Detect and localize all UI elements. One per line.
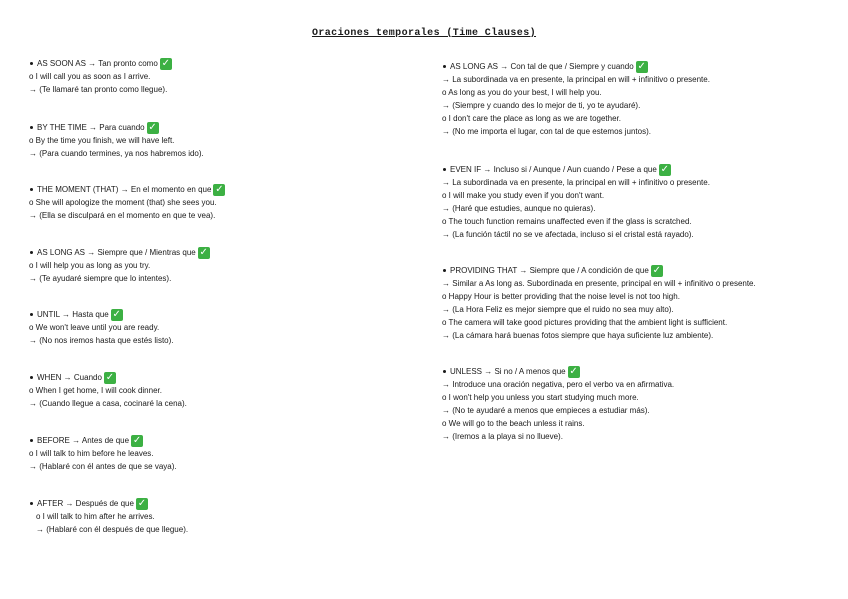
check-icon: ✓ [652,264,661,276]
entry-head: AS LONG AS → Con tal de que / Siempre y cuando [450,62,634,71]
bullet-icon [443,269,446,272]
entry-head: THE MOMENT (THAT) → En el momento en que [37,185,212,194]
bullet-icon [30,62,33,65]
entry-line: o We won't leave until you are ready. [29,323,160,332]
entry-line: → (Te llamaré tan pronto como llegue). [29,85,168,94]
entry-unless [442,365,674,443]
entry-line: o I won't help you unless you start studying much more. [442,393,639,402]
entry-head: PROVIDING THAT → Siempre que / A condición de que [450,266,649,275]
entry-line: → (La Hora Feliz es mejor siempre que el ruido no sea muy alto). [442,305,674,314]
check-icon: ✓ [105,371,115,383]
entry-head: UNTIL → Hasta que [37,310,109,319]
entry-even-if [442,163,710,241]
entry-head: BY THE TIME → Para cuando [37,123,145,132]
check-icon: ✓ [161,57,170,69]
entry-line: → (Iremos a la playa si no llueve). [442,432,563,441]
entry-line: → (No me importa el lugar, con tal de que estemos juntos). [442,127,651,136]
entry-the-moment [29,183,225,222]
entry-line: o I will help you as long as you try. [29,261,151,270]
bullet-icon [30,376,33,379]
entry-as-long-as-condition [442,60,710,138]
entry-line: o I will call you as soon as I arrive. [29,72,151,81]
page-title: Oraciones temporales (Time Clauses) [311,28,537,39]
entry-line: → (Siempre y cuando des lo mejor de ti, yo te ayudaré). [442,101,641,110]
bullet-icon [30,251,33,254]
entry-line: → (No nos iremos hasta que estés listo). [29,336,174,345]
entry-line: → (Cuando llegue a casa, cocinaré la cena). [29,399,187,408]
entry-line: → Introduce una oración negativa, pero el verbo va en afirmativa. [442,380,675,389]
check-icon: ✓ [637,60,646,72]
check-icon: ✓ [569,365,578,377]
entry-line: o I will make you study even if you don't want. [442,191,605,200]
entry-line: → (Hablaré con él antes de que se vaya). [29,462,177,471]
entry-head: AFTER → Después de que [37,499,134,508]
check-icon: ✓ [132,434,142,446]
bullet-icon [30,502,33,505]
entry-line: → (Para cuando termines, ya nos habremos ido). [29,149,204,158]
entry-line: o By the time you finish, we will have left. [29,136,175,145]
bullet-icon [443,370,446,373]
entry-head: AS LONG AS → Siempre que / Mientras que [37,248,196,257]
bullet-icon [30,313,33,316]
entry-line: o When I get home, I will cook dinner. [29,386,162,395]
entry-line: o She will apologize the moment (that) she sees you. [29,198,217,207]
bullet-icon [30,439,33,442]
entry-when [29,371,187,410]
entry-head: AS SOON AS → Tan pronto como [37,59,158,68]
check-icon: ✓ [148,121,157,133]
bullet-icon [443,65,446,68]
entry-line: o Happy Hour is better providing that the noise level is not too high. [442,292,680,301]
check-icon: ✓ [660,163,669,175]
entry-line: o I don't care the place as long as we are together. [442,114,621,123]
entry-until [29,308,174,347]
bullet-icon [30,188,33,191]
entry-providing-that [442,264,756,342]
entry-line: o The touch function remains unaffected even if the glass is scratched. [442,217,692,226]
entry-after [29,497,188,536]
entry-head: EVEN IF → Incluso si / Aunque / Aun cuando / Pese a que [450,165,657,174]
check-icon: ✓ [215,183,224,195]
entry-line: → (La cámara hará buenas fotos siempre que haya suficiente luz ambiente). [442,331,714,340]
entry-line: o The camera will take good pictures providing that the ambient light is sufficient. [442,318,728,327]
entry-line: → La subordinada va en presente, la principal en will + infinitivo o presente. [442,178,710,187]
entry-by-the-time [29,121,204,160]
entry-line: → (No te ayudaré a menos que empieces a estudiar más). [442,406,650,415]
entry-line: → La subordinada va en presente, la principal en will + infinitivo o presente. [442,75,710,84]
entry-head: BEFORE → Antes de que [37,436,130,445]
check-icon: ✓ [137,497,147,509]
entry-line: o I will talk to him after he arrives. [36,512,155,521]
entry-head: UNLESS → Si no / A menos que [450,367,566,376]
entry-as-soon-as [29,57,172,96]
entry-line: o We will go to the beach unless it rains. [442,419,585,428]
check-icon: ✓ [199,246,208,258]
entry-line: → (Haré que estudies, aunque no quieras). [442,204,596,213]
entry-before [29,434,177,473]
bullet-icon [443,168,446,171]
entry-line: → (La función táctil no se ve afectada, incluso si el cristal está rayado). [442,230,694,239]
entry-line: o As long as you do your best, I will help you. [442,88,602,97]
entry-line: → Similar a As long as. Subordinada en presente, principal en will + infinitivo o presente. [442,279,756,288]
entry-head: WHEN → Cuando [37,373,102,382]
entry-line: → (Hablaré con él después de que llegue). [36,525,189,534]
bullet-icon [30,126,33,129]
entry-as-long-as [29,246,210,285]
entry-line: → (Te ayudaré siempre que lo intentes). [29,274,172,283]
check-icon: ✓ [112,308,121,320]
entry-line: → (Ella se disculpará en el momento en que te vea). [29,211,216,220]
entry-line: o I will talk to him before he leaves. [29,449,154,458]
